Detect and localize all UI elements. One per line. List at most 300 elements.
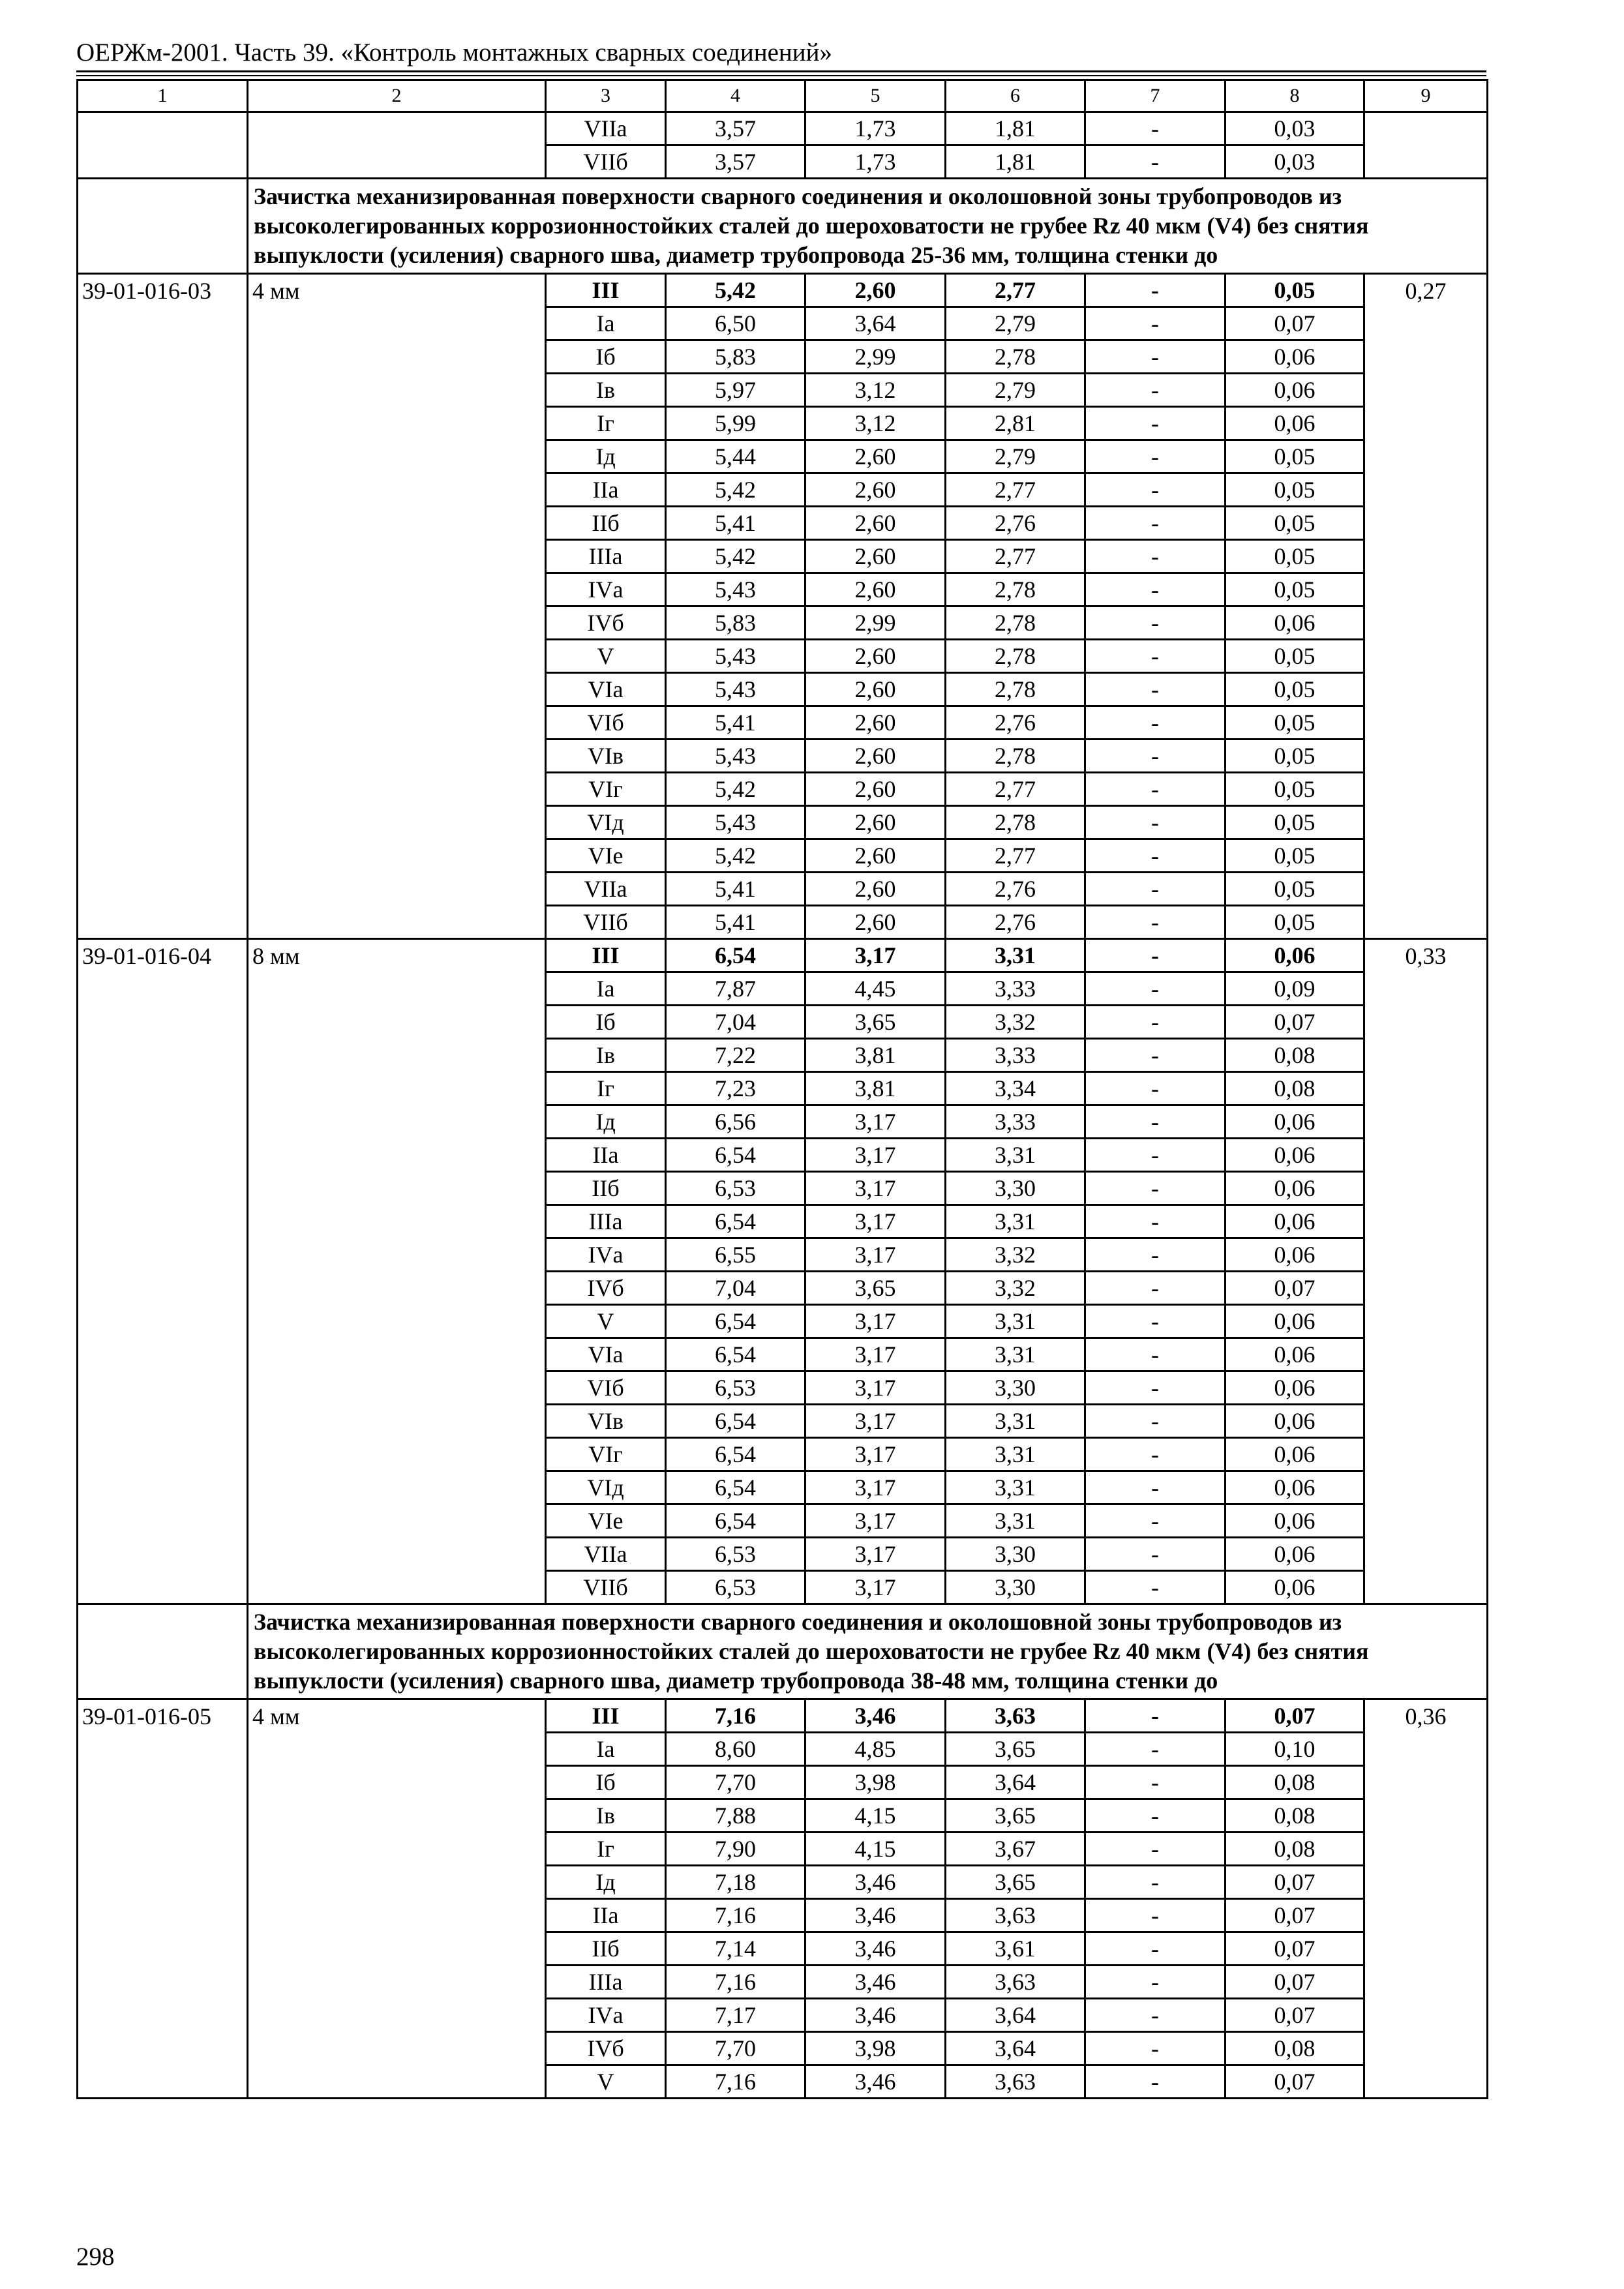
value-col-7: - <box>1085 673 1226 706</box>
value-col-8: 0,06 <box>1226 1471 1364 1504</box>
value-col-6: 3,65 <box>946 1733 1085 1766</box>
value-col-5: 3,65 <box>805 1006 946 1039</box>
region-category: Iв <box>546 374 666 407</box>
total-value: 0,33 <box>1364 939 1488 1604</box>
norms-table-body <box>78 80 1488 2099</box>
value-col-8: 0,07 <box>1226 1999 1364 2032</box>
value-col-4: 7,17 <box>666 1999 805 2032</box>
value-col-7: - <box>1085 1966 1226 1999</box>
value-col-7: - <box>1085 440 1226 473</box>
value-col-5: 3,46 <box>805 1699 946 1733</box>
value-col-6: 3,31 <box>946 1305 1085 1338</box>
value-col-8: 0,07 <box>1226 307 1364 340</box>
value-col-7: - <box>1085 1072 1226 1105</box>
value-col-4: 7,70 <box>666 1766 805 1799</box>
value-col-4: 5,43 <box>666 640 805 673</box>
value-col-7: - <box>1085 806 1226 839</box>
value-col-4: 5,42 <box>666 473 805 507</box>
column-number: 8 <box>1226 80 1364 112</box>
value-col-5: 2,60 <box>805 740 946 773</box>
value-col-7: - <box>1085 112 1226 145</box>
value-col-8: 0,06 <box>1226 1371 1364 1405</box>
value-col-7: - <box>1085 1006 1226 1039</box>
value-col-7: - <box>1085 1205 1226 1238</box>
value-col-6: 3,67 <box>946 1833 1085 1866</box>
header-rule <box>76 75 1486 76</box>
value-col-5: 3,98 <box>805 1766 946 1799</box>
value-col-7: - <box>1085 274 1226 307</box>
region-category: Iа <box>546 972 666 1006</box>
value-col-5: 4,15 <box>805 1833 946 1866</box>
region-category: IIб <box>546 507 666 540</box>
value-col-6: 2,76 <box>946 507 1085 540</box>
value-col-4: 5,83 <box>666 606 805 640</box>
value-col-8: 0,05 <box>1226 673 1364 706</box>
section-heading: Зачистка механизированная поверхности сварного соединения и околошовной зоны трубопроводов из высоколегированных коррозионностойких сталей до шероховатости не грубее Rz 40 мкм (V4) без снятия выпуклости (усиления) сварного шва, диаметр трубопровода 38-48 мм, толщина стенки до <box>248 1604 1488 1699</box>
value-col-8: 0,10 <box>1226 1733 1364 1766</box>
region-category: IVа <box>546 1999 666 2032</box>
wall-thickness: 4 мм <box>248 274 546 939</box>
value-col-8: 0,09 <box>1226 972 1364 1006</box>
value-col-4: 6,54 <box>666 1405 805 1438</box>
region-category: IIIа <box>546 1966 666 1999</box>
value-col-5: 3,17 <box>805 939 946 972</box>
value-col-4: 5,42 <box>666 274 805 307</box>
column-number: 9 <box>1364 80 1488 112</box>
value-col-7: - <box>1085 145 1226 179</box>
value-col-4: 6,54 <box>666 1338 805 1371</box>
value-col-6: 3,33 <box>946 972 1085 1006</box>
page-header: ОЕРЖм-2001. Часть 39. «Контроль монтажных сварных соединений» <box>76 38 832 67</box>
value-col-5: 2,60 <box>805 873 946 906</box>
region-category: Iв <box>546 1039 666 1072</box>
value-col-4: 7,14 <box>666 1932 805 1966</box>
value-col-5: 3,46 <box>805 1966 946 1999</box>
value-col-6: 3,30 <box>946 1172 1085 1205</box>
wall-thickness: 8 мм <box>248 939 546 1604</box>
value-col-8: 0,06 <box>1226 1172 1364 1205</box>
value-col-8: 0,06 <box>1226 1405 1364 1438</box>
page-number: 298 <box>76 2243 115 2271</box>
region-category: Iа <box>546 307 666 340</box>
column-number: 3 <box>546 80 666 112</box>
section-heading: Зачистка механизированная поверхности сварного соединения и околошовной зоны трубопроводов из высоколегированных коррозионностойких сталей до шероховатости не грубее Rz 40 мкм (V4) без снятия выпуклости (усиления) сварного шва, диаметр трубопровода 25-36 мм, толщина стенки до <box>248 179 1488 274</box>
value-col-6: 3,30 <box>946 1371 1085 1405</box>
value-col-5: 2,60 <box>805 473 946 507</box>
value-col-8: 0,03 <box>1226 145 1364 179</box>
value-col-7: - <box>1085 2065 1226 2099</box>
value-col-4: 5,99 <box>666 407 805 440</box>
value-col-8: 0,05 <box>1226 573 1364 606</box>
region-category: IVб <box>546 1272 666 1305</box>
value-col-7: - <box>1085 2032 1226 2065</box>
section-heading-row <box>78 1604 1488 1699</box>
value-col-6: 3,30 <box>946 1571 1085 1604</box>
value-col-4: 5,42 <box>666 540 805 573</box>
total-value: 0,36 <box>1364 1699 1488 2099</box>
header-rule <box>76 70 1486 72</box>
value-col-5: 3,17 <box>805 1139 946 1172</box>
column-number: 2 <box>248 80 546 112</box>
value-col-8: 0,06 <box>1226 1205 1364 1238</box>
value-col-5: 2,60 <box>805 540 946 573</box>
region-category: IVа <box>546 573 666 606</box>
norm-code: 39-01-016-03 <box>78 274 248 939</box>
value-col-8: 0,06 <box>1226 1305 1364 1338</box>
value-col-4: 6,53 <box>666 1571 805 1604</box>
value-col-6: 3,33 <box>946 1105 1085 1139</box>
region-category: Iд <box>546 1866 666 1899</box>
value-col-6: 3,63 <box>946 2065 1085 2099</box>
region-category: III <box>546 939 666 972</box>
region-category: IVб <box>546 606 666 640</box>
table-row <box>78 1699 1488 1733</box>
value-col-8: 0,07 <box>1226 1272 1364 1305</box>
value-col-7: - <box>1085 1538 1226 1571</box>
value-col-6: 3,63 <box>946 1966 1085 1999</box>
value-col-8: 0,05 <box>1226 740 1364 773</box>
region-category: III <box>546 274 666 307</box>
value-col-5: 3,46 <box>805 1932 946 1966</box>
value-col-7: - <box>1085 573 1226 606</box>
value-col-6: 2,76 <box>946 906 1085 939</box>
value-col-8: 0,06 <box>1226 1105 1364 1139</box>
value-col-6: 2,76 <box>946 706 1085 740</box>
value-col-7: - <box>1085 1438 1226 1471</box>
value-col-7: - <box>1085 1571 1226 1604</box>
value-col-5: 1,73 <box>805 112 946 145</box>
value-col-4: 8,60 <box>666 1733 805 1766</box>
value-col-5: 3,65 <box>805 1272 946 1305</box>
value-col-6: 3,65 <box>946 1866 1085 1899</box>
value-col-7: - <box>1085 1699 1226 1733</box>
region-category: Iб <box>546 1766 666 1799</box>
value-col-6: 2,77 <box>946 274 1085 307</box>
value-col-7: - <box>1085 307 1226 340</box>
value-col-7: - <box>1085 507 1226 540</box>
region-category: VIIб <box>546 145 666 179</box>
value-col-8: 0,06 <box>1226 939 1364 972</box>
region-category: VIд <box>546 1471 666 1504</box>
value-col-8: 0,05 <box>1226 873 1364 906</box>
value-col-8: 0,05 <box>1226 507 1364 540</box>
value-col-5: 3,17 <box>805 1205 946 1238</box>
value-col-7: - <box>1085 1272 1226 1305</box>
column-number: 5 <box>805 80 946 112</box>
value-col-6: 3,64 <box>946 1766 1085 1799</box>
value-col-7: - <box>1085 1504 1226 1538</box>
value-col-5: 2,60 <box>805 839 946 873</box>
value-col-7: - <box>1085 1305 1226 1338</box>
value-col-8: 0,06 <box>1226 1571 1364 1604</box>
value-col-7: - <box>1085 1371 1226 1405</box>
value-col-5: 2,60 <box>805 440 946 473</box>
section-blank-cell <box>78 179 248 274</box>
value-col-8: 0,06 <box>1226 1538 1364 1571</box>
value-col-4: 6,50 <box>666 307 805 340</box>
value-col-7: - <box>1085 972 1226 1006</box>
value-col-7: - <box>1085 1405 1226 1438</box>
value-col-7: - <box>1085 540 1226 573</box>
value-col-6: 2,78 <box>946 740 1085 773</box>
value-col-4: 5,43 <box>666 673 805 706</box>
region-category: VIг <box>546 773 666 806</box>
value-col-6: 3,31 <box>946 1405 1085 1438</box>
value-col-5: 4,85 <box>805 1733 946 1766</box>
value-col-8: 0,06 <box>1226 1504 1364 1538</box>
column-number: 1 <box>78 80 248 112</box>
value-col-7: - <box>1085 1799 1226 1833</box>
value-col-6: 2,77 <box>946 473 1085 507</box>
norm-code <box>78 112 248 179</box>
value-col-4: 7,22 <box>666 1039 805 1072</box>
value-col-6: 3,63 <box>946 1699 1085 1733</box>
value-col-7: - <box>1085 1833 1226 1866</box>
value-col-6: 3,65 <box>946 1799 1085 1833</box>
section-blank-cell <box>78 1604 248 1699</box>
value-col-8: 0,07 <box>1226 1966 1364 1999</box>
total-value <box>1364 112 1488 179</box>
value-col-5: 3,98 <box>805 2032 946 2065</box>
value-col-4: 6,54 <box>666 939 805 972</box>
value-col-5: 3,17 <box>805 1538 946 1571</box>
value-col-4: 5,83 <box>666 340 805 374</box>
value-col-7: - <box>1085 939 1226 972</box>
value-col-8: 0,05 <box>1226 473 1364 507</box>
value-col-4: 6,54 <box>666 1504 805 1538</box>
region-category: VIв <box>546 1405 666 1438</box>
wall-thickness: 4 мм <box>248 1699 546 2099</box>
value-col-8: 0,05 <box>1226 839 1364 873</box>
region-category: Iб <box>546 1006 666 1039</box>
value-col-5: 3,17 <box>805 1405 946 1438</box>
value-col-5: 3,17 <box>805 1305 946 1338</box>
value-col-6: 3,32 <box>946 1006 1085 1039</box>
value-col-8: 0,05 <box>1226 773 1364 806</box>
value-col-4: 7,90 <box>666 1833 805 1866</box>
value-col-6: 2,79 <box>946 440 1085 473</box>
region-category: IIа <box>546 473 666 507</box>
region-category: VIд <box>546 806 666 839</box>
value-col-5: 1,73 <box>805 145 946 179</box>
value-col-6: 2,77 <box>946 540 1085 573</box>
value-col-7: - <box>1085 706 1226 740</box>
value-col-7: - <box>1085 740 1226 773</box>
region-category: VIIб <box>546 906 666 939</box>
value-col-7: - <box>1085 1172 1226 1205</box>
value-col-4: 5,42 <box>666 773 805 806</box>
value-col-4: 3,57 <box>666 145 805 179</box>
value-col-8: 0,06 <box>1226 340 1364 374</box>
value-col-8: 0,06 <box>1226 1139 1364 1172</box>
value-col-8: 0,06 <box>1226 1338 1364 1371</box>
value-col-6: 3,63 <box>946 1899 1085 1932</box>
value-col-4: 7,16 <box>666 1699 805 1733</box>
value-col-5: 3,17 <box>805 1371 946 1405</box>
value-col-8: 0,06 <box>1226 407 1364 440</box>
region-category: VIе <box>546 1504 666 1538</box>
value-col-5: 3,46 <box>805 1999 946 2032</box>
region-category: IIа <box>546 1139 666 1172</box>
value-col-4: 5,97 <box>666 374 805 407</box>
region-category: IVа <box>546 1238 666 1272</box>
value-col-8: 0,08 <box>1226 1072 1364 1105</box>
value-col-4: 6,54 <box>666 1305 805 1338</box>
region-category: VIIа <box>546 1538 666 1571</box>
value-col-5: 3,17 <box>805 1438 946 1471</box>
value-col-7: - <box>1085 873 1226 906</box>
value-col-5: 3,81 <box>805 1039 946 1072</box>
column-number: 6 <box>946 80 1085 112</box>
value-col-4: 6,55 <box>666 1238 805 1272</box>
value-col-8: 0,03 <box>1226 112 1364 145</box>
region-category: Iв <box>546 1799 666 1833</box>
region-category: III <box>546 1699 666 1733</box>
value-col-6: 3,61 <box>946 1932 1085 1966</box>
value-col-4: 7,04 <box>666 1272 805 1305</box>
value-col-6: 3,31 <box>946 939 1085 972</box>
norms-table <box>76 79 1488 2099</box>
value-col-4: 7,88 <box>666 1799 805 1833</box>
value-col-6: 3,34 <box>946 1072 1085 1105</box>
column-number-row <box>78 80 1488 112</box>
value-col-6: 1,81 <box>946 145 1085 179</box>
value-col-4: 6,53 <box>666 1371 805 1405</box>
value-col-6: 2,81 <box>946 407 1085 440</box>
value-col-5: 3,12 <box>805 407 946 440</box>
value-col-4: 7,16 <box>666 1899 805 1932</box>
value-col-5: 2,99 <box>805 606 946 640</box>
value-col-6: 2,78 <box>946 573 1085 606</box>
value-col-4: 6,53 <box>666 1172 805 1205</box>
value-col-6: 3,30 <box>946 1538 1085 1571</box>
value-col-6: 1,81 <box>946 112 1085 145</box>
value-col-4: 5,44 <box>666 440 805 473</box>
value-col-5: 3,17 <box>805 1504 946 1538</box>
value-col-6: 3,64 <box>946 1999 1085 2032</box>
value-col-5: 3,17 <box>805 1105 946 1139</box>
region-category: Iа <box>546 1733 666 1766</box>
region-category: VIб <box>546 706 666 740</box>
section-heading-row <box>78 179 1488 274</box>
region-category: Iд <box>546 440 666 473</box>
value-col-6: 3,31 <box>946 1438 1085 1471</box>
table-row <box>78 939 1488 972</box>
value-col-7: - <box>1085 1105 1226 1139</box>
region-category: IIIа <box>546 1205 666 1238</box>
value-col-8: 0,05 <box>1226 906 1364 939</box>
value-col-5: 3,81 <box>805 1072 946 1105</box>
value-col-4: 5,41 <box>666 706 805 740</box>
region-category: VIг <box>546 1438 666 1471</box>
value-col-4: 6,54 <box>666 1139 805 1172</box>
value-col-8: 0,07 <box>1226 2065 1364 2099</box>
wall-thickness <box>248 112 546 179</box>
region-category: VIа <box>546 1338 666 1371</box>
value-col-5: 2,60 <box>805 806 946 839</box>
value-col-7: - <box>1085 773 1226 806</box>
value-col-5: 2,99 <box>805 340 946 374</box>
value-col-4: 5,41 <box>666 906 805 939</box>
total-value: 0,27 <box>1364 274 1488 939</box>
value-col-5: 3,17 <box>805 1338 946 1371</box>
value-col-6: 3,31 <box>946 1504 1085 1538</box>
value-col-6: 2,79 <box>946 307 1085 340</box>
value-col-5: 3,17 <box>805 1238 946 1272</box>
value-col-7: - <box>1085 1999 1226 2032</box>
region-category: IIб <box>546 1172 666 1205</box>
value-col-6: 2,79 <box>946 374 1085 407</box>
value-col-7: - <box>1085 1733 1226 1766</box>
value-col-4: 5,43 <box>666 573 805 606</box>
value-col-7: - <box>1085 407 1226 440</box>
value-col-4: 7,18 <box>666 1866 805 1899</box>
region-category: Iг <box>546 1833 666 1866</box>
value-col-8: 0,08 <box>1226 1766 1364 1799</box>
value-col-8: 0,07 <box>1226 1866 1364 1899</box>
value-col-7: - <box>1085 1338 1226 1371</box>
value-col-6: 3,31 <box>946 1338 1085 1371</box>
value-col-4: 7,23 <box>666 1072 805 1105</box>
value-col-8: 0,06 <box>1226 1438 1364 1471</box>
value-col-7: - <box>1085 606 1226 640</box>
value-col-4: 6,56 <box>666 1105 805 1139</box>
value-col-5: 3,17 <box>805 1571 946 1604</box>
norm-code: 39-01-016-05 <box>78 1699 248 2099</box>
value-col-7: - <box>1085 340 1226 374</box>
value-col-6: 2,78 <box>946 640 1085 673</box>
norm-code: 39-01-016-04 <box>78 939 248 1604</box>
value-col-5: 2,60 <box>805 773 946 806</box>
value-col-4: 6,54 <box>666 1471 805 1504</box>
value-col-5: 2,60 <box>805 673 946 706</box>
region-category: Iб <box>546 340 666 374</box>
value-col-4: 7,04 <box>666 1006 805 1039</box>
value-col-6: 3,64 <box>946 2032 1085 2065</box>
region-category: IIIа <box>546 540 666 573</box>
value-col-8: 0,07 <box>1226 1006 1364 1039</box>
value-col-5: 4,45 <box>805 972 946 1006</box>
value-col-6: 2,78 <box>946 606 1085 640</box>
value-col-4: 5,41 <box>666 507 805 540</box>
value-col-8: 0,05 <box>1226 274 1364 307</box>
value-col-8: 0,06 <box>1226 1238 1364 1272</box>
value-col-6: 2,78 <box>946 806 1085 839</box>
region-category: VIе <box>546 839 666 873</box>
region-category: VIа <box>546 673 666 706</box>
value-col-7: - <box>1085 839 1226 873</box>
value-col-7: - <box>1085 374 1226 407</box>
value-col-5: 2,60 <box>805 573 946 606</box>
value-col-7: - <box>1085 1039 1226 1072</box>
value-col-4: 6,53 <box>666 1538 805 1571</box>
value-col-7: - <box>1085 640 1226 673</box>
region-category: VIIб <box>546 1571 666 1604</box>
region-category: V <box>546 640 666 673</box>
table-row <box>78 112 1488 145</box>
value-col-5: 2,60 <box>805 706 946 740</box>
value-col-8: 0,07 <box>1226 1932 1364 1966</box>
value-col-4: 7,16 <box>666 2065 805 2099</box>
value-col-8: 0,08 <box>1226 1039 1364 1072</box>
value-col-4: 3,57 <box>666 112 805 145</box>
value-col-4: 7,87 <box>666 972 805 1006</box>
region-category: Iг <box>546 1072 666 1105</box>
value-col-4: 5,42 <box>666 839 805 873</box>
value-col-7: - <box>1085 906 1226 939</box>
region-category: V <box>546 2065 666 2099</box>
value-col-7: - <box>1085 1139 1226 1172</box>
